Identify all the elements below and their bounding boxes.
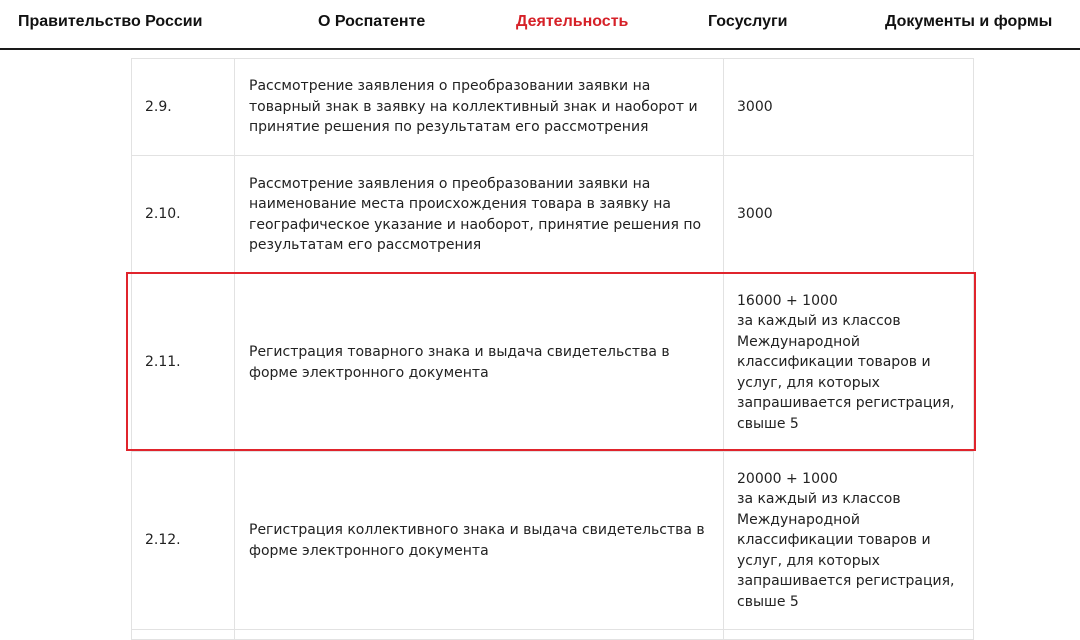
row-description-text: Рассмотрение заявления о преобразовании заявки на наименование места происхождения товара в заявку на географическое указание и наоборот, принятие решения по результатам его рассмотрения xyxy=(249,175,702,253)
row-number-text: 2.9. xyxy=(145,98,172,115)
nav-item-about[interactable]: О Роспатенте xyxy=(318,13,426,30)
row-fee-text: 3000 xyxy=(737,98,773,115)
table-row-partial xyxy=(132,630,974,640)
row-fee xyxy=(724,630,974,640)
row-fee xyxy=(724,156,974,274)
row-fee-text: 20000 + 1000 за каждый из классов Международной классификации товаров и услуг, для которых запрашивается регистрация, свыше 5 xyxy=(737,470,955,610)
top-navigation xyxy=(0,0,1080,50)
nav-item-government[interactable]: Правительство России xyxy=(18,13,203,30)
row-description xyxy=(235,630,724,640)
row-number xyxy=(132,274,235,452)
row-fee xyxy=(724,452,974,630)
row-fee-text: 16000 + 1000 за каждый из классов Международной классификации товаров и услуг, для которых запрашивается регистрация, свыше 5 xyxy=(737,292,955,432)
fees-table xyxy=(131,58,973,640)
row-number xyxy=(132,156,235,274)
row-number-text: 2.11. xyxy=(145,354,181,371)
table-row xyxy=(132,59,974,156)
row-number xyxy=(132,630,235,640)
row-number xyxy=(132,59,235,156)
row-number-text: 2.10. xyxy=(145,206,181,223)
row-fee-text: 3000 xyxy=(737,206,773,223)
table-row xyxy=(132,452,974,630)
row-number-text: 2.12. xyxy=(145,532,181,549)
row-fee xyxy=(724,274,974,452)
row-description-text: Регистрация коллективного знака и выдача свидетельства в форме электронного документа xyxy=(249,522,705,559)
row-description xyxy=(235,452,724,630)
row-number xyxy=(132,452,235,630)
nav-item-activity[interactable]: Деятельность xyxy=(516,13,629,30)
row-description-text: Регистрация товарного знака и выдача свидетельства в форме электронного документа xyxy=(249,344,670,381)
nav-item-gosuslugi[interactable]: Госуслуги xyxy=(708,13,788,30)
row-description-text: Рассмотрение заявления о преобразовании заявки на товарный знак в заявку на коллективный знак и наоборот и принятие решения по результатам его рассмотрения xyxy=(249,78,698,136)
row-description xyxy=(235,274,724,452)
row-fee xyxy=(724,59,974,156)
table-row-highlighted xyxy=(132,274,974,452)
row-description xyxy=(235,156,724,274)
nav-item-documents[interactable]: Документы и формы xyxy=(885,13,1053,30)
row-description xyxy=(235,59,724,156)
table-row xyxy=(132,156,974,274)
